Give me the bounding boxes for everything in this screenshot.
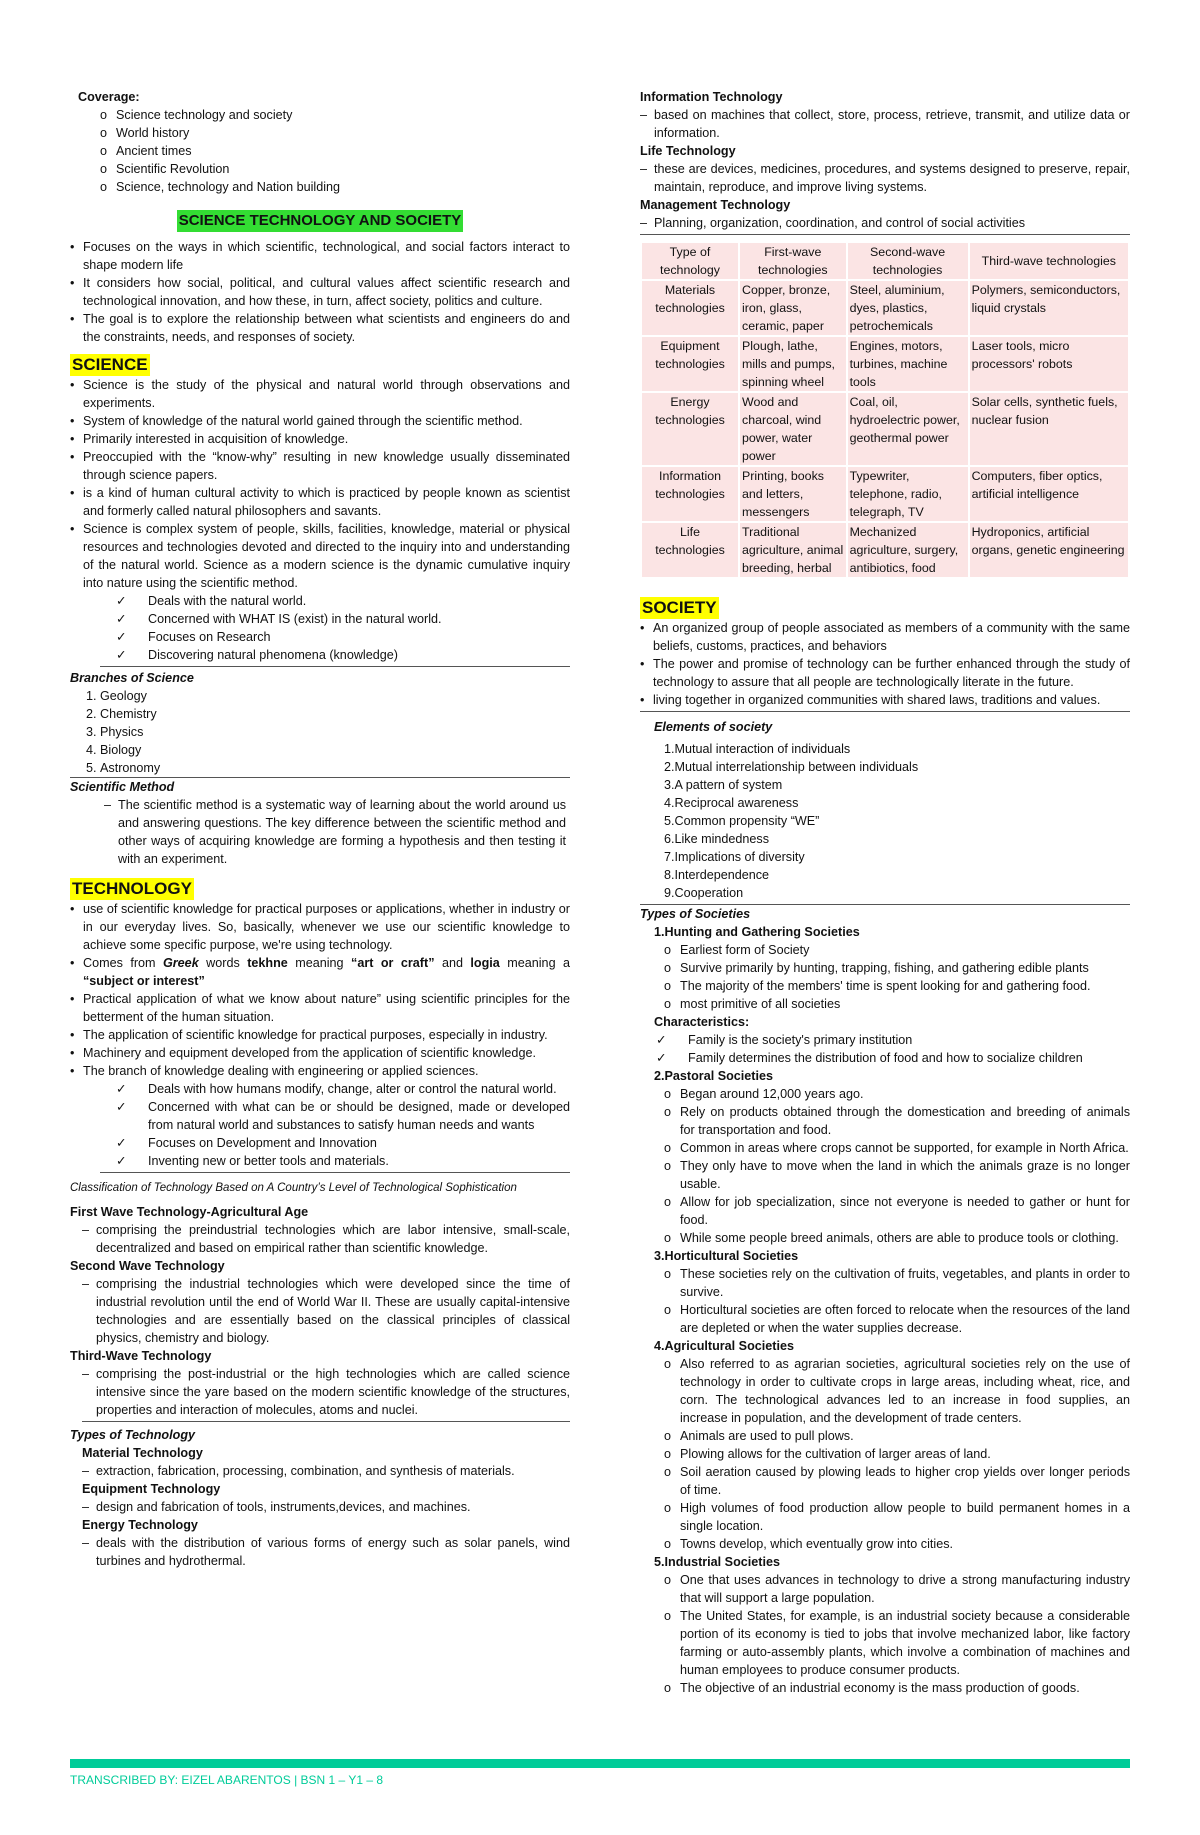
technology-checks xyxy=(100,1080,570,1173)
table-header: First-wave technologies xyxy=(740,243,846,279)
list-item: 2.Mutual interrelationship between individuals xyxy=(664,760,919,774)
list-item: o Soil aeration caused by plowing leads to higher crop yields over longer periods of time. xyxy=(664,1463,1130,1499)
technology-title: TECHNOLOGY xyxy=(72,879,192,898)
text: “subject or interest” xyxy=(83,974,205,988)
text: Greek xyxy=(162,956,199,970)
list-item: o Began around 12,000 years ago. xyxy=(664,1085,1130,1103)
table-cell: Information technologies xyxy=(642,467,738,521)
table-row xyxy=(642,467,1128,521)
table-row xyxy=(642,393,1128,465)
list-item: 4. Biology xyxy=(100,741,570,759)
type-title: Equipment Technology xyxy=(82,1482,221,1496)
table-cell: Wood and charcoal, wind power, water power xyxy=(740,393,846,465)
list-item: o They only have to move when the land in which the animals graze is no longer usable. xyxy=(664,1157,1130,1193)
science-checks xyxy=(100,592,570,667)
table-cell: Polymers, semiconductors, liquid crystals xyxy=(970,281,1128,335)
text: logia xyxy=(470,956,500,970)
table-cell: Coal, oil, hydroelectric power, geothermal power xyxy=(848,393,968,465)
list-item: • Preoccupied with the “know-why” resulting in new knowledge usually disseminated through science papers. xyxy=(70,448,570,484)
society-types xyxy=(654,923,1130,1697)
list-item: • Science is complex system of people, skills, facilities, knowledge, material or physical resources and technologies devoted and directed to the inquiry into and understanding of the natural world. Science as a modern science is the dynamic cumulative inquiry into nature using the scientific method. xyxy=(70,520,570,592)
types-list xyxy=(82,1444,570,1570)
list-item: 6.Like mindedness xyxy=(664,832,770,846)
table-cell: Traditional agriculture, animal breeding, herbal xyxy=(740,523,846,577)
elements-list xyxy=(640,740,1130,905)
table-cell: Energy technologies xyxy=(642,393,738,465)
text: words xyxy=(198,956,248,970)
list-item: o Scientific Revolution xyxy=(100,160,570,178)
list-item: o Common in areas where crops cannot be supported, for example in North Africa. xyxy=(664,1139,1130,1157)
technology-bullets xyxy=(70,900,570,1080)
list-item: 5.Common propensity “WE” xyxy=(664,814,820,828)
classification-title: Classification of Technology Based on A Country’s Level of Technological Sophistication xyxy=(70,1182,517,1194)
wave-list xyxy=(82,1365,570,1422)
text: and xyxy=(434,956,471,970)
table-cell: Steel, aluminium, dyes, plastics, petrochemicals xyxy=(848,281,968,335)
list-item: o While some people breed animals, others are able to produce tools or clothing. xyxy=(664,1229,1130,1247)
sts-title: SCIENCE TECHNOLOGY AND SOCIETY xyxy=(177,210,464,232)
table-row xyxy=(642,337,1128,391)
society-type-title: 1.Hunting and Gathering Societies xyxy=(654,925,860,939)
list-item: • Science is the study of the physical and natural world through observations and experiments. xyxy=(70,376,570,412)
list-item: ✓ Focuses on Research xyxy=(100,628,570,646)
coverage-list xyxy=(100,106,570,196)
list-item: o The objective of an industrial economy is the mass production of goods. xyxy=(664,1679,1130,1697)
list-item: 8.Interdependence xyxy=(664,868,770,882)
list-item: o Animals are used to pull plows. xyxy=(664,1427,1130,1445)
society-type-title: 3.Horticultural Societies xyxy=(654,1249,799,1263)
list-item: o One that uses advances in technology to drive a strong manufacturing industry that will support a large population. xyxy=(664,1571,1130,1607)
left-column xyxy=(70,88,570,1570)
table-cell: Materials technologies xyxy=(642,281,738,335)
list-item: o Horticultural societies are often forced to relocate when the resources of the land are depleted or when the water supplies decrease. xyxy=(664,1301,1130,1337)
type-title: Material Technology xyxy=(82,1446,203,1460)
table-cell: Printing, books and letters, messengers xyxy=(740,467,846,521)
list-item: ✓ Concerned with what can be or should be designed, made or developed from natural world and substances to satisfy human needs and wants xyxy=(100,1098,570,1134)
list-item: o Also referred to as agrarian societies, agricultural societies rely on the use of technology in order to cultivate crops in large areas, including wheat, rice, and corn. The technological advances led to an increase in food supplies, an increase in population, and the development of trade centers. xyxy=(664,1355,1130,1427)
list-item: o Rely on products obtained through the domestication and breeding of animals for transportation and food. xyxy=(664,1103,1130,1139)
science-title: SCIENCE xyxy=(72,355,148,374)
wave-text: – comprising the industrial technologies which were developed since the time of industrial revolution until the end of World War II. These are usually capital-intensive technologies and are essentially based on the classical principles of classical physics, chemistry and biology. xyxy=(82,1275,570,1347)
society-title: SOCIETY xyxy=(642,598,717,617)
table-cell: Hydroponics, artificial organs, genetic engineering xyxy=(970,523,1128,577)
wave-text: – comprising the preindustrial technologies which are labor intensive, small-scale, decentralized and based on empirical rather than scientific knowledge. xyxy=(82,1221,570,1257)
list-item: • System of knowledge of the natural world gained through the scientific method. xyxy=(70,412,570,430)
list-item: o The majority of the members' time is spent looking for and gathering food. xyxy=(664,977,1130,995)
list-item: o These societies rely on the cultivation of fruits, vegetables, and plants in order to survive. xyxy=(664,1265,1130,1301)
method-text: – The scientific method is a systematic way of learning about the world around us and answering questions. The key difference between the scientific method and other ways of acquiring knowledge are forming a hypothesis and then testing it with an experiment. xyxy=(104,796,566,868)
list-item: 9.Cooperation xyxy=(664,886,744,900)
types-title: Types of Technology xyxy=(70,1428,196,1442)
list-item: o Towns develop, which eventually grow into cities. xyxy=(664,1535,1130,1553)
list-item: ✓ Concerned with WHAT IS (exist) in the natural world. xyxy=(100,610,570,628)
list-item: o Ancient times xyxy=(100,142,570,160)
list-item: 3.A pattern of system xyxy=(664,778,783,792)
society-type-title: 2.Pastoral Societies xyxy=(654,1069,774,1083)
table-row xyxy=(642,281,1128,335)
society-types-title: Types of Societies xyxy=(640,907,751,921)
type-text: – design and fabrication of tools, instruments,devices, and machines. xyxy=(82,1498,570,1516)
type-text: – deals with the distribution of various forms of energy such as solar panels, wind turbines and hydrothermal. xyxy=(82,1534,570,1570)
table-cell: Solar cells, synthetic fuels, nuclear fusion xyxy=(970,393,1128,465)
list-item: ✓ Deals with how humans modify, change, alter or control the natural world. xyxy=(100,1080,570,1098)
list-item: ✓ Deals with the natural world. xyxy=(100,592,570,610)
list-item: • Machinery and equipment developed from the application of scientific knowledge. xyxy=(70,1044,570,1062)
list-item: o Science, technology and Nation building xyxy=(100,178,570,196)
list-item: ✓ Inventing new or better tools and materials. xyxy=(100,1152,570,1170)
list-item: • use of scientific knowledge for practical purposes or applications, whether in industry or in our everyday lives. So, basically, whenever we use our scientific knowledge to achieve some specific purpose, we're using technology. xyxy=(70,900,570,954)
text: meaning xyxy=(287,956,352,970)
table-cell: Computers, fiber optics, artificial intelligence xyxy=(970,467,1128,521)
table-header: Type of technology xyxy=(642,243,738,279)
list-item: 1.Mutual interaction of individuals xyxy=(664,742,851,756)
list-item: 4.Reciprocal awareness xyxy=(664,796,799,810)
list-item xyxy=(70,954,570,990)
list-item: 7.Implications of diversity xyxy=(664,850,805,864)
table-header-row xyxy=(642,243,1128,279)
list-item: 2. Chemistry xyxy=(100,705,570,723)
list-item: • The branch of knowledge dealing with engineering or applied sciences. xyxy=(70,1062,570,1080)
type-title: Life Technology xyxy=(640,144,736,158)
list-item: • An organized group of people associated as members of a community with the same beliefs, customs, practices, and behaviors xyxy=(640,619,1130,655)
list-item: o Science technology and society xyxy=(100,106,570,124)
coverage-label: Coverage: xyxy=(78,90,140,104)
list-item: • Practical application of what we know about nature” using scientific principles for the betterment of the human situation. xyxy=(70,990,570,1026)
list-item: o Survive primarily by hunting, trapping, fishing, and gathering edible plants xyxy=(664,959,1130,977)
list-item: o Plowing allows for the cultivation of larger areas of land. xyxy=(664,1445,1130,1463)
wave-title: First Wave Technology-Agricultural Age xyxy=(70,1205,309,1219)
footer-text: TRANSCRIBED BY: EIZEL ABARENTOS | BSN 1 – Y1 – 8 xyxy=(70,1773,384,1787)
list-item: 1. Geology xyxy=(100,687,570,705)
table-row xyxy=(642,523,1128,577)
type-text: – Planning, organization, coordination, and control of social activities xyxy=(640,214,1130,232)
list-item: ✓ Focuses on Development and Innovation xyxy=(100,1134,570,1152)
science-bullets xyxy=(70,376,570,592)
type-title: Management Technology xyxy=(640,198,791,212)
table-cell: Mechanized agriculture, surgery, antibiotics, food xyxy=(848,523,968,577)
right-column xyxy=(640,88,1130,1697)
type-text: – extraction, fabrication, processing, combination, and synthesis of materials. xyxy=(82,1462,570,1480)
wave-title: Third-Wave Technology xyxy=(70,1349,212,1363)
list-item: • living together in organized communities with shared laws, traditions and values. xyxy=(640,691,1130,709)
list-item: • The goal is to explore the relationship between what scientists and engineers do and the constraints, needs, and responses of society. xyxy=(70,310,570,346)
list-item: 5. Astronomy xyxy=(100,759,570,777)
wave-title: Second Wave Technology xyxy=(70,1259,225,1273)
text: meaning a xyxy=(499,956,571,970)
list-item: • The power and promise of technology can be further enhanced through the study of technology to assure that all people are technologically literate in the future. xyxy=(640,655,1130,691)
list-item: o The United States, for example, is an industrial society because a considerable portion of its economy is tied to jobs that involve mechanized labor, like factory farming or auto-assembly plants, which involve a combination of machines and human employees to produce consumer products. xyxy=(664,1607,1130,1679)
table-cell: Copper, bronze, iron, glass, ceramic, paper xyxy=(740,281,846,335)
type-text: – these are devices, medicines, procedures, and systems designed to preserve, repair, maintain, reproduce, and improve living systems. xyxy=(640,160,1130,196)
list-item: o High volumes of food production allow people to build permanent homes in a single location. xyxy=(664,1499,1130,1535)
list-item: • Focuses on the ways in which scientific, technological, and social factors interact to shape modern life xyxy=(70,238,570,274)
list-item: • is a kind of human cultural activity to which is practiced by people known as scientist and formerly called natural philosophers and savants. xyxy=(70,484,570,520)
wave-text: – comprising the post-industrial or the high technologies which are called science intensive since the yare based on the modern scientific knowledge of the structures, properties and interaction of molecules, atoms and nuclei. xyxy=(82,1365,570,1419)
list-item: ✓ Discovering natural phenomena (knowledge) xyxy=(100,646,570,664)
list-item: o Allow for job specialization, since not everyone is needed to gather or hunt for food. xyxy=(664,1193,1130,1229)
types-continued xyxy=(640,88,1130,235)
society-bullets xyxy=(640,619,1130,712)
characteristics-title: Characteristics: xyxy=(654,1015,750,1029)
society-type-title: 4.Agricultural Societies xyxy=(654,1339,794,1353)
table-cell: Engines, motors, turbines, machine tools xyxy=(848,337,968,391)
table-cell: Laser tools, micro processors' robots xyxy=(970,337,1128,391)
list-item: 3. Physics xyxy=(100,723,570,741)
table-cell: Life technologies xyxy=(642,523,738,577)
list-item: o most primitive of all societies xyxy=(664,995,1130,1013)
elements-title: Elements of society xyxy=(654,720,773,734)
wave-list xyxy=(82,1275,570,1347)
sts-bullets xyxy=(70,238,570,346)
method-list xyxy=(104,796,566,868)
table-header: Second-wave technologies xyxy=(848,243,968,279)
list-item: • Primarily interested in acquisition of knowledge. xyxy=(70,430,570,448)
branches-list xyxy=(70,687,570,778)
list-item: • It considers how social, political, and cultural values affect scientific research and technological innovation, and how these, in turn, affect society, politics and culture. xyxy=(70,274,570,310)
method-title: Scientific Method xyxy=(70,780,175,794)
text: Comes from xyxy=(83,956,163,970)
table-cell: Equipment technologies xyxy=(642,337,738,391)
list-item: o World history xyxy=(100,124,570,142)
branches-title: Branches of Science xyxy=(70,671,194,685)
type-title: Information Technology xyxy=(640,90,783,104)
text: tekhne xyxy=(247,956,288,970)
list-item: • The application of scientific knowledge for practical purposes, especially in industry. xyxy=(70,1026,570,1044)
footer-bar xyxy=(70,1759,1130,1768)
technology-table xyxy=(640,241,1130,579)
table-cell: Typewriter, telephone, radio, telegraph, TV xyxy=(848,467,968,521)
wave-list xyxy=(82,1221,570,1257)
list-item: ✓ Family is the society's primary institution xyxy=(640,1031,1130,1049)
type-text: – based on machines that collect, store, process, retrieve, transmit, and utilize data or information. xyxy=(640,106,1130,142)
society-type-title: 5.Industrial Societies xyxy=(654,1555,780,1569)
list-item: o Earliest form of Society xyxy=(664,941,1130,959)
table-cell: Plough, lathe, mills and pumps, spinning wheel xyxy=(740,337,846,391)
type-title: Energy Technology xyxy=(82,1518,198,1532)
text: “art or craft” xyxy=(351,956,435,970)
table-header: Third-wave technologies xyxy=(970,243,1128,279)
list-item: ✓ Family determines the distribution of food and how to socialize children xyxy=(640,1049,1130,1067)
